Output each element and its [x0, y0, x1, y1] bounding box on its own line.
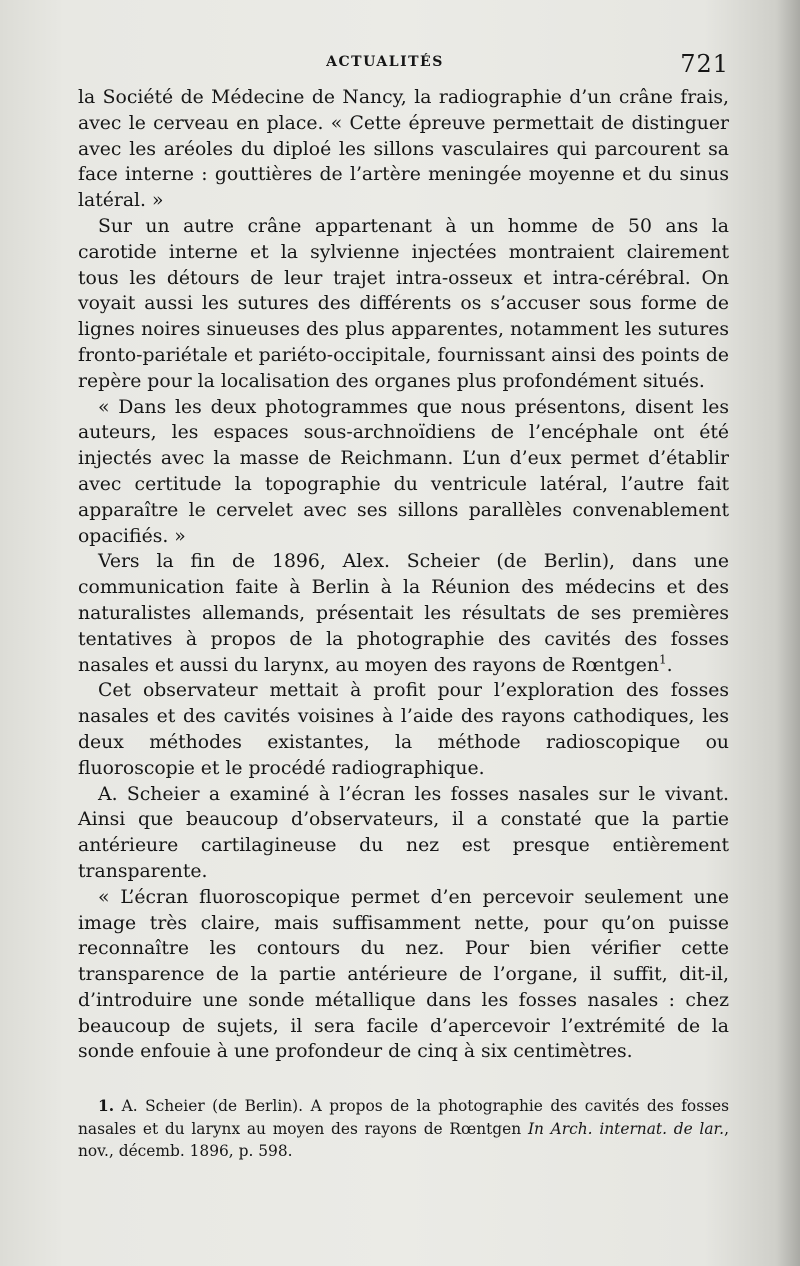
footnote-1 — [78, 1095, 729, 1163]
paragraph-4-text: Vers la fin de 1896, Alex. Scheier (de Berlin), dans une communication faite à Berlin à la Réunion des médecins et des naturalistes allemands, présentait les résultats de ses premières tentatives à propos de la photographie des cavités des fosses nasales et aussi du larynx, au moyen des rayons de Rœntgen — [78, 551, 729, 676]
page-number: 721 — [680, 50, 729, 78]
footnote-reference[interactable]: 1 — [658, 652, 667, 667]
body-text — [78, 85, 729, 1065]
paragraph-4-period: . — [666, 654, 673, 676]
footnotes — [78, 1095, 729, 1163]
paragraph-3: « Dans les deux photogrammes que nous présentons, disent les auteurs, les espaces sous-archnoïdiens de l’encéphale ont été injectés avec la masse de Reichmann. L’un d’eux permet d’établir avec certitude la topographie du ventricule latéral, l’autre fait apparaître le cervelet avec ses sillons parallèles convenablement opacifiés. » — [78, 396, 729, 547]
paragraph-1: la Société de Médecine de Nancy, la radiographie d’un crâne frais, avec le cerveau en place. « Cette épreuve permettait de distinguer avec les aréoles du diploé les sillons vasculaires qui parcourent sa face interne : gouttières de l’artère meningée moyenne et du sinus latéral. » — [78, 87, 729, 212]
footnote-text: A. Scheier (de Berlin). A propos de la photographie des cavités des fosses nasales et du larynx au moyen des rayons de Rœntgen — [78, 1097, 729, 1138]
footnote-marker: 1. — [98, 1097, 115, 1115]
footnote-journal: In Arch. internat. de lar. — [527, 1119, 725, 1138]
paragraph-2: Sur un autre crâne appartenant à un homme de 50 ans la carotide interne et la sylvienne injectées montraient clairement tous les détours de leur trajet intra-osseux et intra-cérébral. On voyait aussi les sutures des différents os s’accuser sous forme de lignes noires sinueuses des plus apparentes, notamment les sutures fronto-pariétale et pariéto-occipitale, fournissant ainsi des points de repère pour la localisation des organes plus profondément situés. — [78, 215, 729, 392]
paragraph-6: A. Scheier a examiné à l’écran les fosses nasales sur le vivant. Ainsi que beaucoup d’observateurs, il a constaté que la partie antérieure cartilagineuse du nez est presque entièrement transparente. — [78, 783, 729, 882]
footnote-details: , nov., décemb. 1896, p. 598. — [78, 1119, 729, 1160]
running-head: ACTUALITÉS — [326, 54, 444, 70]
page-header — [0, 50, 800, 84]
paragraph-4 — [78, 549, 729, 678]
paragraph-7: « L’écran fluoroscopique permet d’en percevoir seulement une image très claire, mais suffisamment nette, pour qu’on puisse reconnaître les contours du nez. Pour bien vérifier cette transparence de la partie antérieure de l’organe, il suffit, dit-il, d’introduire une sonde métallique dans les fosses nasales : chez beaucoup de sujets, il sera facile d’apercevoir l’extrémité de la sonde enfouie à une profondeur de cinq à six centimètres. — [78, 886, 729, 1063]
paragraph-5: Cet observateur mettait à profit pour l’exploration des fosses nasales et des cavités voisines à l’aide des rayons cathodiques, les deux méthodes existantes, la méthode radioscopique ou fluoroscopie et le procédé radiographique. — [78, 680, 729, 779]
